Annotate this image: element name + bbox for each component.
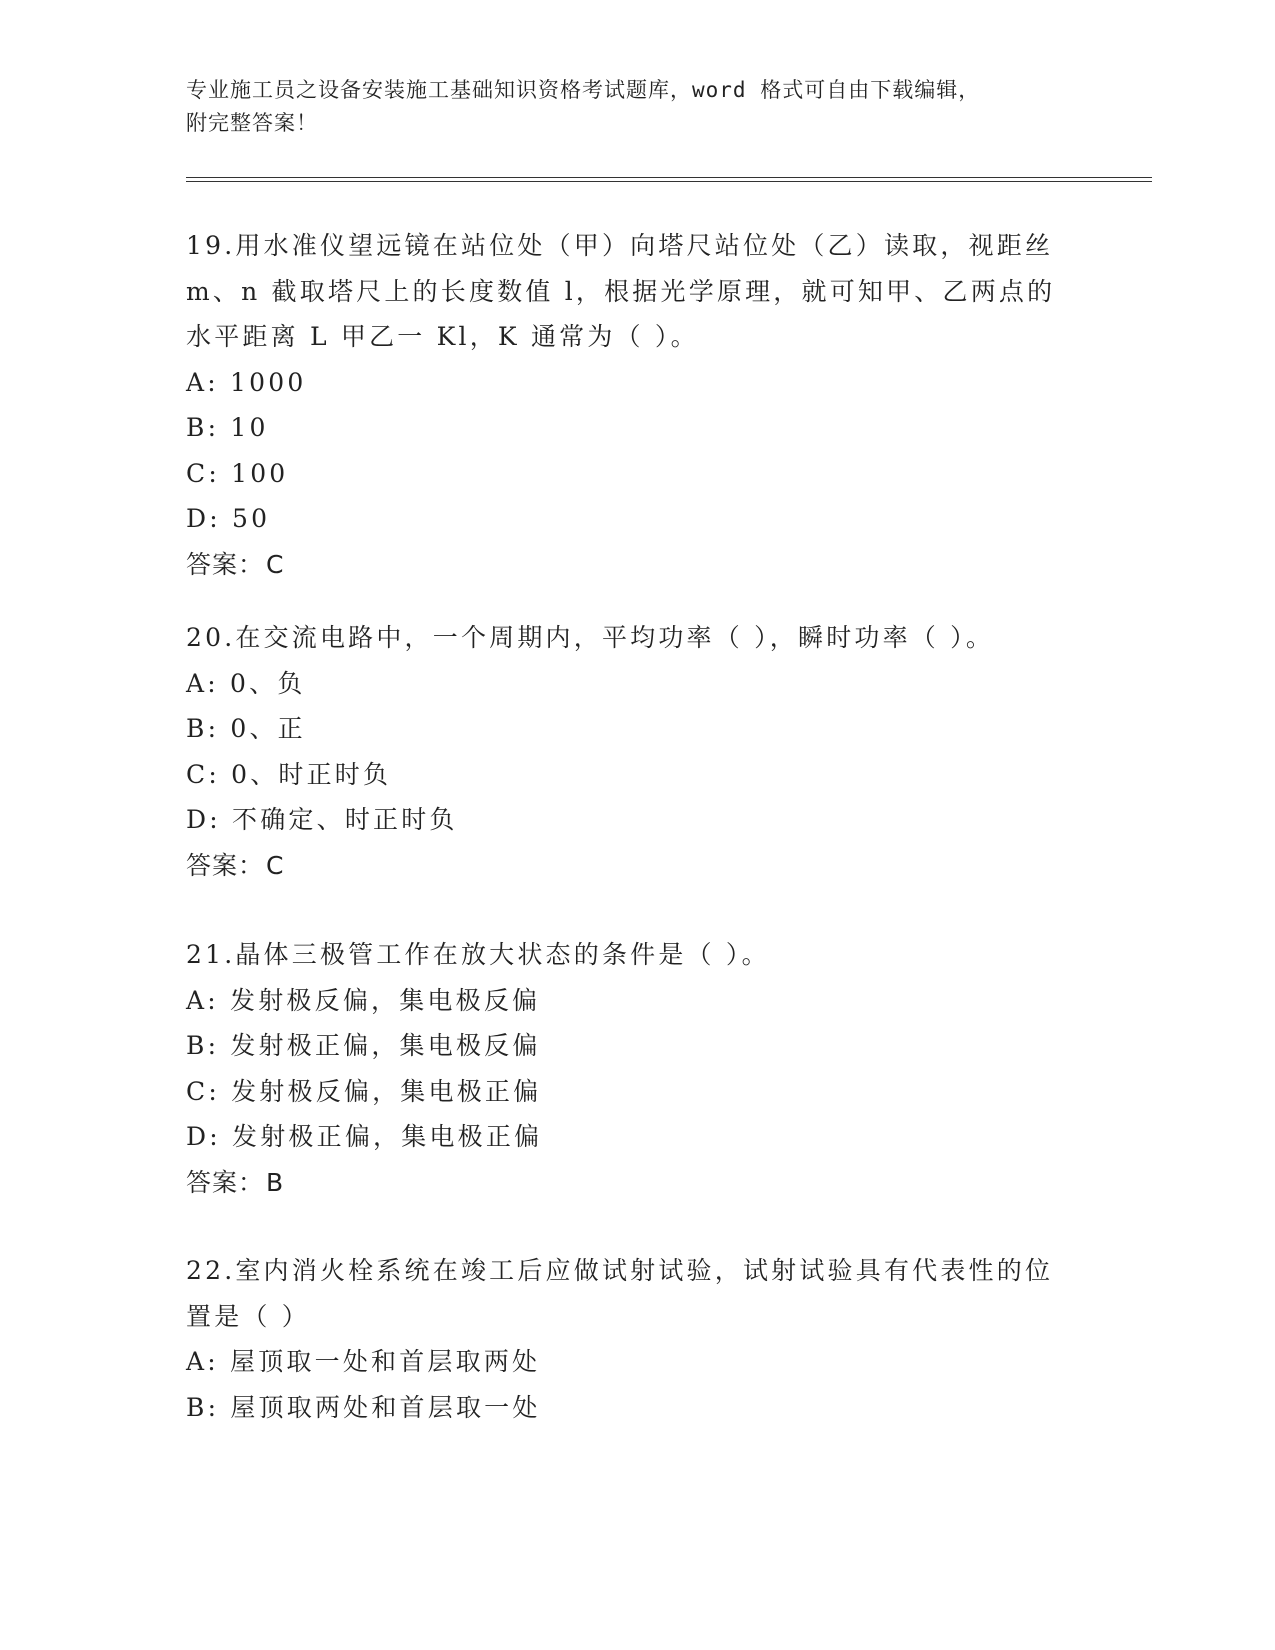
option-a: A: 发射极反偏，集电极反偏 [186,985,541,1015]
header-line-2: 附完整答案！ [186,111,318,135]
option-b: B: 发射极正偏，集电极反偏 [186,1031,541,1060]
document-header [186,74,1086,140]
question-stem-line: 置是（ ） [186,1301,310,1331]
question-20 [186,615,1086,888]
question-21 [186,932,1086,1205]
answer-label: 答案： [186,1167,265,1197]
answer-label: 答案： [186,549,265,579]
option-a: A: 屋顶取一处和首层取两处 [186,1347,541,1376]
answer-label: 答案： [186,850,265,880]
question-stem-line: m、n 截取塔尺上的长度数值 l，根据光学原理，就可知甲、乙两点的 [186,276,1056,306]
option-c: C: 发射极反偏，集电极正偏 [186,1076,542,1106]
answer-value: B [266,1167,285,1197]
option-d: D: 发射极正偏，集电极正偏 [186,1122,543,1151]
answer-line [186,843,1086,889]
question-stem-line: 22.室内消火栓系统在竣工后应做试射试验，试射试验具有代表性的位 [186,1256,1054,1285]
answer-line [186,1160,1086,1206]
answer-value: C [266,549,285,579]
option-b: B: 0、正 [186,714,306,743]
header-divider-top [186,177,1152,178]
header-divider-bottom [186,181,1152,182]
question-stem-line: 19.用水准仪望远镜在站位处（甲）向塔尺站位处（乙）读取，视距丝 [186,231,1054,260]
answer-line [186,542,1086,588]
question-stem-line: 水平距离 L 甲乙一 Kl，K 通常为（ ）。 [186,322,699,351]
option-c: C: 0、时正时负 [186,759,392,789]
answer-value: C [266,850,285,880]
question-19 [186,223,1086,587]
option-d: D: 50 [186,504,271,533]
option-b: B: 屋顶取两处和首层取一处 [186,1392,541,1422]
option-c: C: 100 [186,458,289,488]
option-d: D: 不确定、时正时负 [186,805,458,834]
question-stem-line: 21.晶体三极管工作在放大状态的条件是（ ）。 [186,940,770,969]
question-stem-line: 20.在交流电路中，一个周期内，平均功率（ ），瞬时功率（ ）。 [186,623,995,652]
header-line-1: 专业施工员之设备安装施工基础知识资格考试题库，word 格式可自由下载编辑， [186,78,981,102]
option-a: A: 0、负 [186,668,306,698]
option-a: A: 1000 [186,367,307,397]
question-22 [186,1248,1086,1430]
option-b: B: 10 [186,413,269,442]
